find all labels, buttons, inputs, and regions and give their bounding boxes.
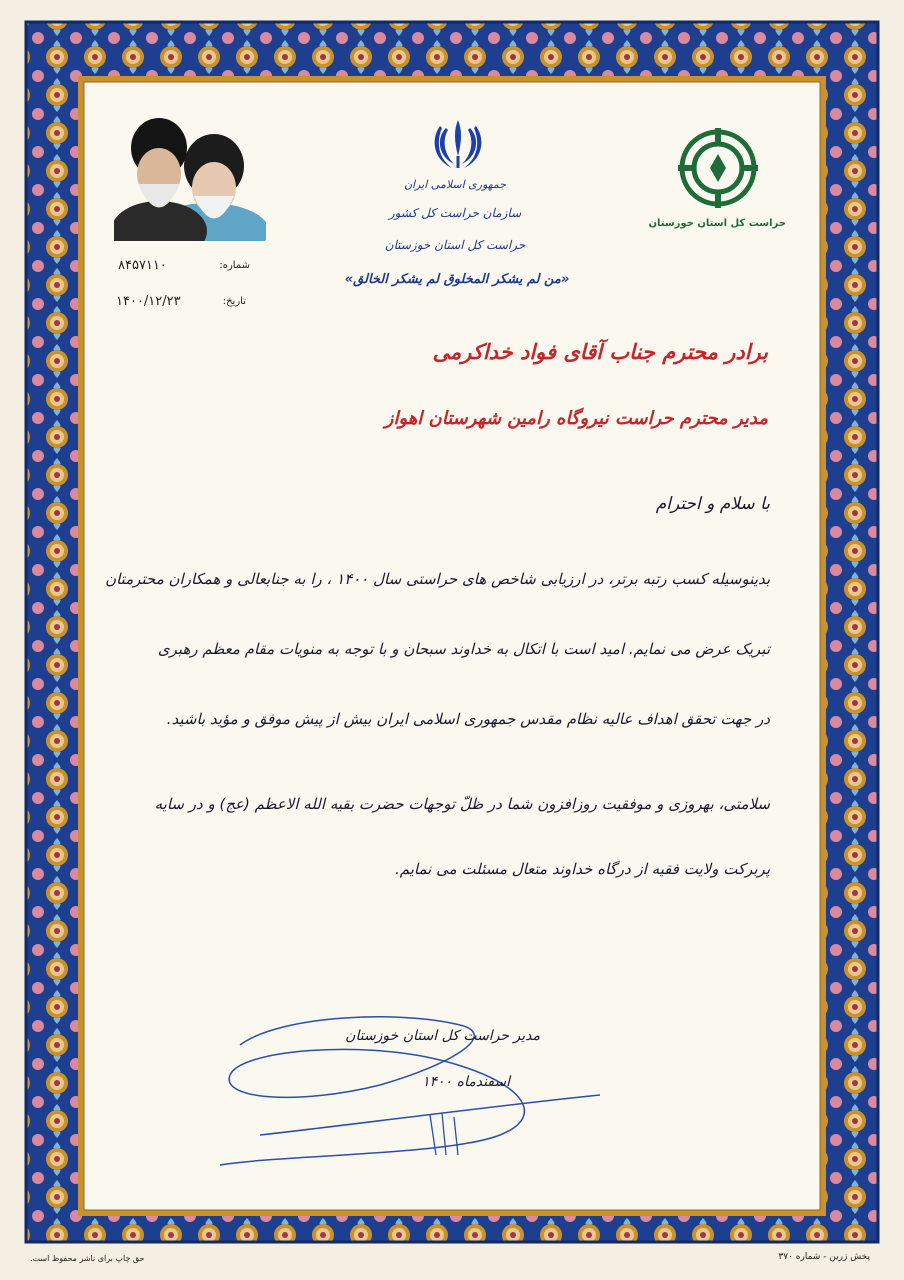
herasat-logo-icon	[668, 124, 768, 224]
footer-publisher: پخش زرین - شماره ۳۷۰	[778, 1252, 870, 1262]
leaders-portrait	[114, 106, 266, 241]
footer-copyright: حق چاپ برای ناشر محفوظ است.	[30, 1254, 145, 1263]
addressee-line1: برادر محترم جناب آقای فواد خداکرمی	[432, 340, 768, 364]
letter-line: در جهت تحقق اهداف عالیه نظام مقدس جمهوری اسلامی ایران بیش از پیش موفق و مؤید باشید.	[166, 710, 770, 728]
letter-line: تبریک عرض می نمایم. امید است با اتکال به خداوند سبحان و با توجه به منویات مقام معظم رهبری	[157, 640, 770, 658]
addressee-line2: مدیر محترم حراست نیروگاه رامین شهرستان اهواز	[384, 408, 768, 429]
org-province: حراست کل استان خوزستان	[384, 238, 526, 252]
greeting: با سلام و احترام	[655, 494, 770, 514]
signature-title: مدیر حراست کل استان خوزستان	[345, 1028, 540, 1044]
letter-line: سلامتی، بهروزی و موفقیت روزافزون شما در ظلّ توجهات حضرت بقیه الله الاعظم (عج) و در سایه	[154, 795, 770, 813]
number-value: ۸۴۵۷۱۱۰	[118, 258, 167, 273]
signature-date: اسفندماه ۱۴۰۰	[422, 1074, 510, 1090]
number-label: شماره:	[219, 260, 250, 271]
letter-line: پربرکت ولایت فقیه از درگاه خداوند متعال مسئلت می نمایم.	[394, 860, 770, 878]
org-national: سازمان حراست کل کشور	[388, 206, 522, 220]
logo-caption: حراست کل استان خوزستان	[648, 218, 786, 229]
letter-line: بدینوسیله کسب رتبه برتر، در ارزیابی شاخص های حراستی سال ۱۴۰۰ ، را به جنابعالی و همکاران محترمتان	[105, 570, 770, 588]
country-name: جمهوری اسلامی ایران	[403, 178, 507, 191]
national-emblem-icon	[426, 116, 490, 172]
date-value: ۱۴۰۰/۱۲/۲۳	[116, 294, 181, 309]
date-label: تاریخ:	[222, 296, 246, 307]
quote: «من لم یشکر المخلوق لم یشکر الخالق»	[344, 272, 570, 287]
